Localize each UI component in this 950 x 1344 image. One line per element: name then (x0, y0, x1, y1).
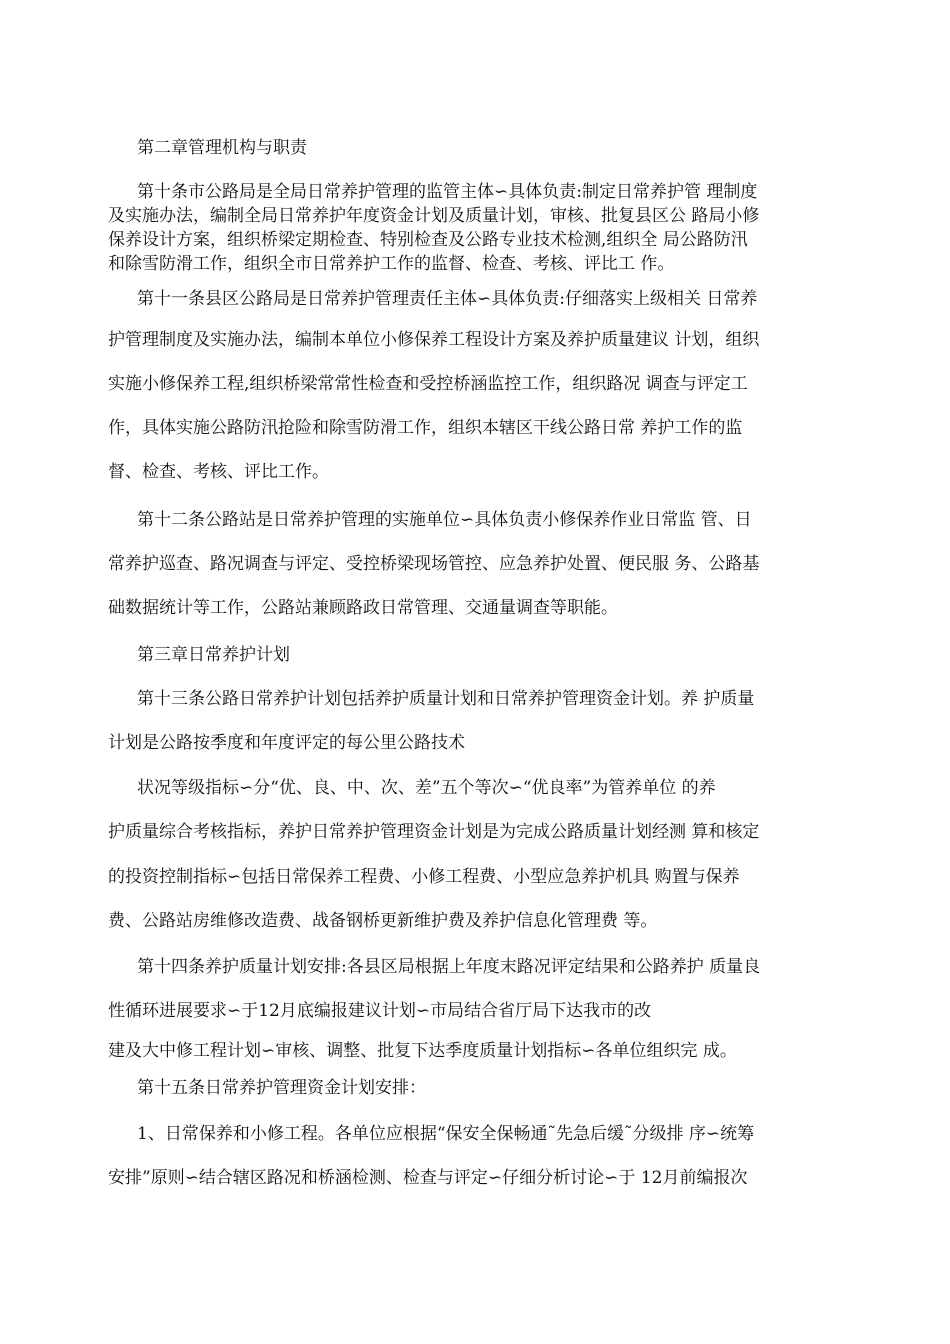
paragraph-line: 安排”原则∽结合辖区路况和桥涵检测、检查与评定∽仔细分析讨论∽于 12月前编报次 (108, 1168, 748, 1188)
paragraph-line: 作，具体实施公路防汛抢险和除雪防滑工作，组织本辖区干线公路日常 养护工作的监 (108, 418, 743, 438)
paragraph-line: 护质量综合考核指标，养护日常养护管理资金计划是为完成公路质量计划经测 算和核定 (108, 822, 760, 842)
paragraph-line: 费、公路站房维修改造费、战备钢桥更新维护费及养护信息化管理费 等。 (108, 911, 658, 931)
paragraph-line: 护管理制度及实施办法，编制本单位小修保养工程设计方案及养护质量建议 计划，组织 (108, 330, 760, 350)
paragraph-line: 常养护巡查、路况调查与评定、受控桥梁现场管控、应急养护处置、便民服 务、公路基 (108, 554, 760, 574)
paragraph-line: 和除雪防滑工作，组织全市日常养护工作的监督、检查、考核、评比工 作。 (108, 254, 675, 274)
paragraph-line: 督、检查、考核、评比工作。 (108, 462, 329, 482)
paragraph-line: 1、日常保养和小修工程。各单位应根据“保安全保畅通˜先急后缓˜分级排 序∽统筹 (137, 1124, 755, 1144)
paragraph-line: 保养设计方案，组织桥梁定期检查、特别检查及公路专业技术检测,组织全 局公路防汛 (108, 230, 748, 250)
paragraph-line: 第十一条县区公路局是日常养护管理责任主体∽具体负责:仔细落实上级相关 日常养 (137, 289, 758, 309)
paragraph-line: 状况等级指标∽分“优、良、中、次、差”五个等次∽“优良率”为管养单位 的养 (137, 778, 716, 798)
paragraph-line: 第十四条养护质量计划安排:各县区局根据上年度末路况评定结果和公路养护 质量良 (137, 957, 761, 977)
paragraph-line: 础数据统计等工作，公路站兼顾路政日常管理、交通量调查等职能。 (108, 598, 618, 618)
paragraph-line: 第十条市公路局是全局日常养护管理的监管主体∽具体负责:制定日常养护管 理制度 (137, 182, 758, 202)
paragraph-line: 第十三条公路日常养护计划包括养护质量计划和日常养护管理资金计划。养 护质量 (137, 689, 755, 709)
paragraph-line: 的投资控制指标∽包括日常保养工程费、小修工程费、小型应急养护机具 购置与保养 (108, 867, 740, 887)
paragraph-line: 性循环进展要求∽于12月底编报建议计划∽市局结合省厅局下达我市的改 (108, 1001, 652, 1021)
chapter-heading: 第三章日常养护计划 (137, 645, 290, 665)
paragraph-line: 计划是公路按季度和年度评定的每公里公路技术 (108, 733, 465, 753)
chapter-heading: 第二章管理机构与职责 (137, 138, 307, 158)
paragraph-line: 建及大中修工程计划∽审核、调整、批复下达季度质量计划指标∽各单位组织完 成。 (108, 1041, 737, 1061)
paragraph-line: 及实施办法，编制全局日常养护年度资金计划及质量计划，审核、批复县区公 路局小修 (108, 206, 760, 226)
paragraph-line: 第十五条日常养护管理资金计划安排： (137, 1078, 426, 1098)
paragraph-line: 第十二条公路站是日常养护管理的实施单位∽具体负责小修保养作业日常监 管、日 (137, 510, 752, 530)
paragraph-line: 实施小修保养工程,组织桥梁常常性检查和受控桥涵监控工作，组织路况 调查与评定工 (108, 374, 748, 394)
